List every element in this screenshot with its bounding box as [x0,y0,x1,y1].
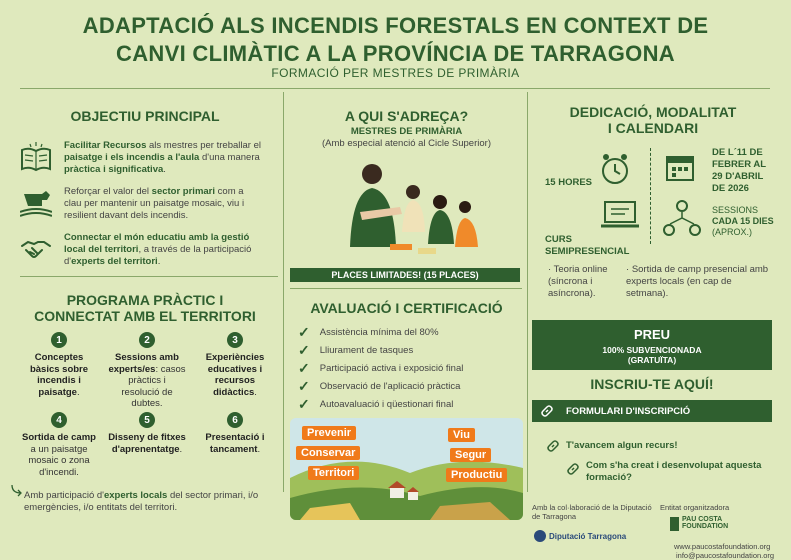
diputacio-logo-text: Diputació Tarragona [549,531,627,541]
adreca-title: A QUI S'ADREÇA? [344,108,469,124]
step-text: Experiències educatives i recursos didàctics. [205,352,265,398]
objectiu-item: Facilitar Recursos als mestres per treballar el paisatge i els incendis a l'aula d'una manera pràctica i significativa. [64,140,261,175]
check-icon: ✓ [298,396,310,412]
adreca-note: (Amb especial atenció al Cicle Superior) [322,138,491,149]
column-divider-2 [527,92,528,492]
column-divider-1 [283,92,284,492]
tag-prevenir: Prevenir [302,426,356,440]
step-number: 6 [227,412,243,428]
about-link[interactable] [586,460,776,484]
avaluacio-item-text: Assistència mínima del 80% [319,327,439,338]
paucosta-logo-text: PAU COSTA FOUNDATION [682,516,729,530]
inscriu-title: INSCRIU-TE AQUÍ! [590,376,714,392]
org-label: Entitat organitzadora [660,503,730,512]
avaluacio-item-text: Autoavaluació i qüestionari final [319,399,454,410]
places-banner: PLACES LIMITADES! (15 PLACES) [290,268,520,282]
email-link[interactable]: info@paucostafoundation.org [676,551,775,560]
preu-line-1: 100% SUBVENCIONADA [602,345,702,355]
programa-step [196,412,274,455]
step-number: 3 [227,332,243,348]
objectiu-item: Connectar el món educatiu amb la gestió local del territori, a través de la participació d'experts del territori. [64,232,252,267]
resource-link[interactable] [566,440,678,451]
dedicacio-title-line-2: I CALENDARI [607,120,699,136]
avaluacio-item-text: Lliurament de tasques [319,345,414,356]
programa-step [196,332,274,398]
step-number: 5 [139,412,155,428]
book-icon [20,142,52,177]
landscape-illustration [290,418,523,520]
sessions-text-a: SESSIONS [712,205,759,215]
tag-segur: Segur [450,448,491,462]
avaluacio-item [298,324,439,341]
avaluacio-item [298,378,460,395]
clock-icon [600,152,630,191]
tag-viu: Viu [448,428,475,442]
link-icon [566,462,580,480]
step-text: Disseny de fitxes d'aprenentatge. [108,432,186,455]
curs-label: CURS SEMIPRESENCIAL [545,234,630,257]
tag-territori: Territori [308,466,359,480]
teacher-illustration [330,152,480,262]
check-icon: ✓ [298,378,310,394]
website-link[interactable]: www.paucostafoundation.org [674,542,771,551]
paucosta-emblem-icon [670,517,679,531]
preu-line-2: (GRATUÏTA) [627,355,677,365]
step-text: Presentació i tancament. [205,432,265,455]
step-number: 2 [139,332,155,348]
preu-title: PREU [633,327,671,342]
sessions-label [712,205,774,238]
avaluacio-item-text: Participació activa i exposició final [319,363,464,374]
tag-productiu: Productiu [446,468,507,482]
check-icon: ✓ [298,342,310,358]
arrow-icon [10,484,24,502]
laptop-icon [600,200,640,235]
calendar-icon [665,152,695,187]
programa-title-line-2: CONNECTAT AMB EL TERRITORI [34,308,256,324]
sessions-text-c: (APROX.) [712,227,753,237]
adreca-target: MESTRES DE PRIMÀRIA [350,126,463,137]
bullet-field: · Sortida de camp presencial amb experts locals (en cap de setmana). [626,264,769,299]
link-icon [546,439,560,456]
step-text: Conceptes bàsics sobre incendis i paisatge. [29,352,89,398]
bullet-theory: · Teoria online (síncrona i asíncrona). [548,264,608,299]
programa-step [20,412,98,478]
calendar-divider [650,148,651,244]
diputacio-emblem-icon [534,530,546,542]
hours-label: 15 HORES [545,177,592,188]
programa-title-line-1: PROGRAMA PRÀCTIC I [66,292,224,308]
title-line-1: ADAPTACIÓ ALS INCENDIS FORESTALS EN CONTEXT DE [82,13,709,38]
diputacio-logo [534,530,626,542]
objectiu-title: OBJECTIU PRINCIPAL [70,108,220,124]
handshake-icon [20,234,52,269]
programa-step [20,332,98,398]
paucosta-logo [682,516,732,530]
step-text: Sessions amb experts/es: casos pràctics i resolució de dubtes. [108,352,186,409]
step-number: 1 [51,332,67,348]
programa-step [108,332,186,410]
collab-text: Amb la col·laboració de la Diputació de Tarragona [532,503,652,521]
dedicacio-title [533,104,773,136]
page-subtitle: FORMACIÓ PER MESTRES DE PRIMÀRIA [271,66,520,80]
tag-conservar: Conservar [296,446,360,460]
bullet-theory-text: Teoria online (síncrona i asíncrona). [548,264,608,299]
form-link-button[interactable] [532,400,772,422]
resource-link-label: T'avancem algun recurs! [566,440,678,451]
dates-label: DE L´11 DE FEBRER AL 29 D'ABRIL DE 2026 [712,147,766,194]
avaluacio-item-text: Observació de l'aplicació pràctica [319,381,461,392]
programa-step [108,412,186,455]
form-link-label: FORMULARI D'INSCRIPCIÓ [566,405,691,417]
step-text: Sortida de camp a un paisatge mosaic o zona d'incendi. [22,432,96,478]
preu-box [532,320,772,370]
link-icon [540,404,554,421]
avaluacio-title: AVALUACIÓ I CERTIFICACIÓ [310,300,503,316]
about-link-label: Com s'ha creat i desenvolupat aquesta formació? [586,460,762,483]
cow-icon [20,188,52,223]
title-line-2: CANVI CLIMÀTIC A LA PROVÍNCIA DE TARRAGONA [116,41,675,66]
page-title [0,12,791,68]
dedicacio-title-line-1: DEDICACIÓ, MODALITAT [569,104,737,120]
check-icon: ✓ [298,360,310,376]
programa-note [24,490,276,514]
step-number: 4 [51,412,67,428]
section-divider-left [20,276,278,277]
group-icon [662,200,702,243]
programa-title [20,292,270,324]
programa-note-text: Amb participació d'experts locals del sector primari, i/o emergències, i/o entitats del territori. [24,490,259,513]
check-icon: ✓ [298,324,310,340]
objectiu-item: Reforçar el valor del sector primari com a clau per mantenir un paisatge mosaic, viu i resilient davant dels incendis. [64,186,245,221]
sessions-text-b: CADA 15 DIES [712,216,774,226]
bullet-field-text: Sortida de camp presencial amb experts locals (en cap de setmana). [626,264,769,299]
avaluacio-item [298,342,413,359]
avaluacio-item [298,360,463,377]
avaluacio-item [298,396,453,413]
section-divider-middle [290,288,522,289]
header-divider [20,88,770,89]
